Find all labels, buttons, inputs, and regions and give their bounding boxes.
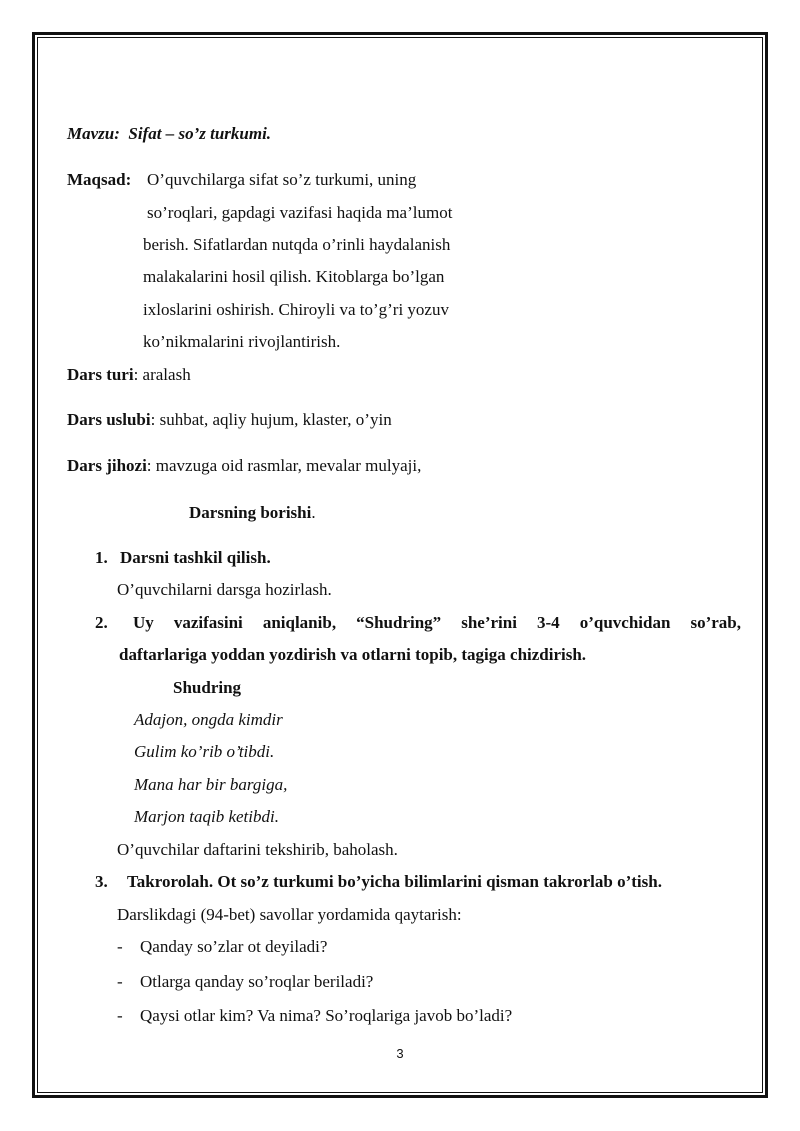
question-3: Qaysi otlar kim? Va nima? So’roqlariga javob bo’ladi?	[140, 1006, 513, 1025]
step-2-line-1: Uy vazifasini aniqlanib, “Shudring” she’rini 3-4 o’quvchidan so’rab,	[133, 613, 741, 632]
poem-line-4: Marjon taqib ketibdi.	[134, 807, 279, 826]
page-number: 3	[396, 1046, 404, 1061]
goal-line-2: so’roqlari, gapdagi vazifasi haqida ma’lumot	[147, 203, 453, 222]
topic-value: Sifat – so’z turkumi.	[128, 124, 272, 143]
question-1-dash: -	[117, 937, 123, 956]
step-2-number: 2.	[95, 613, 108, 632]
step-2-after: O’quvchilar daftarini tekshirib, baholash.	[117, 840, 398, 859]
question-2-dash: -	[117, 972, 123, 991]
lesson-method-value: : suhbat, aqliy hujum, klaster, o’yin	[150, 410, 392, 429]
step-3-title: Takrorolah. Ot so’z turkumi bo’yicha bilimlarini qisman takrorlab o’tish.	[127, 872, 662, 891]
goal-line-3: berish. Sifatlardan nutqda o’rinli haydalanish	[143, 235, 451, 254]
goal-line-6: ko’nikmalarini rivojlantirish.	[143, 332, 341, 351]
step-3-number: 3.	[95, 872, 108, 891]
step-3-text: Darslikdagi (94-bet) savollar yordamida qaytarish:	[117, 905, 462, 924]
poem-title: Shudring	[173, 678, 242, 697]
progress-heading-text: Darsning borishi	[189, 503, 312, 522]
goal-line-1: O’quvchilarga sifat so’z turkumi, uning	[147, 170, 417, 189]
lesson-type-value: : aralash	[133, 365, 191, 384]
goal-label: Maqsad:	[67, 170, 132, 189]
lesson-method-line	[67, 410, 392, 430]
step-1-number: 1.	[95, 548, 108, 567]
goal-line-4: malakalarini hosil qilish. Kitoblarga bo’lgan	[143, 267, 445, 286]
goal-line-5: ixloslarini oshirish. Chiroyli va to’g’ri yozuv	[143, 300, 449, 319]
lesson-type-line	[67, 365, 191, 385]
lesson-equipment-label: Dars jihozi	[67, 456, 147, 475]
lesson-type-label: Dars turi	[67, 365, 134, 384]
topic-line	[67, 124, 271, 144]
question-1: Qanday so’zlar ot deyiladi?	[140, 937, 328, 956]
step-2-line-2: daftarlariga yoddan yozdirish va otlarni topib, tagiga chizdirish.	[119, 645, 587, 664]
step-1-title: Darsni tashkil qilish.	[120, 548, 271, 567]
question-2: Otlarga qanday so’roqlar beriladi?	[140, 972, 374, 991]
progress-heading	[189, 503, 316, 523]
topic-label: Mavzu:	[67, 124, 120, 143]
lesson-equipment-line	[67, 456, 421, 476]
poem-line-1: Adajon, ongda kimdir	[134, 710, 283, 729]
poem-line-2: Gulim ko’rib o’tibdi.	[134, 742, 275, 761]
question-3-dash: -	[117, 1006, 123, 1025]
lesson-method-label: Dars uslubi	[67, 410, 151, 429]
step-1-text: O’quvchilarni darsga hozirlash.	[117, 580, 332, 599]
poem-line-3: Mana har bir bargiga,	[134, 775, 288, 794]
lesson-equipment-value: : mavzuga oid rasmlar, mevalar mulyaji,	[146, 456, 422, 475]
progress-heading-dot: .	[311, 503, 316, 522]
